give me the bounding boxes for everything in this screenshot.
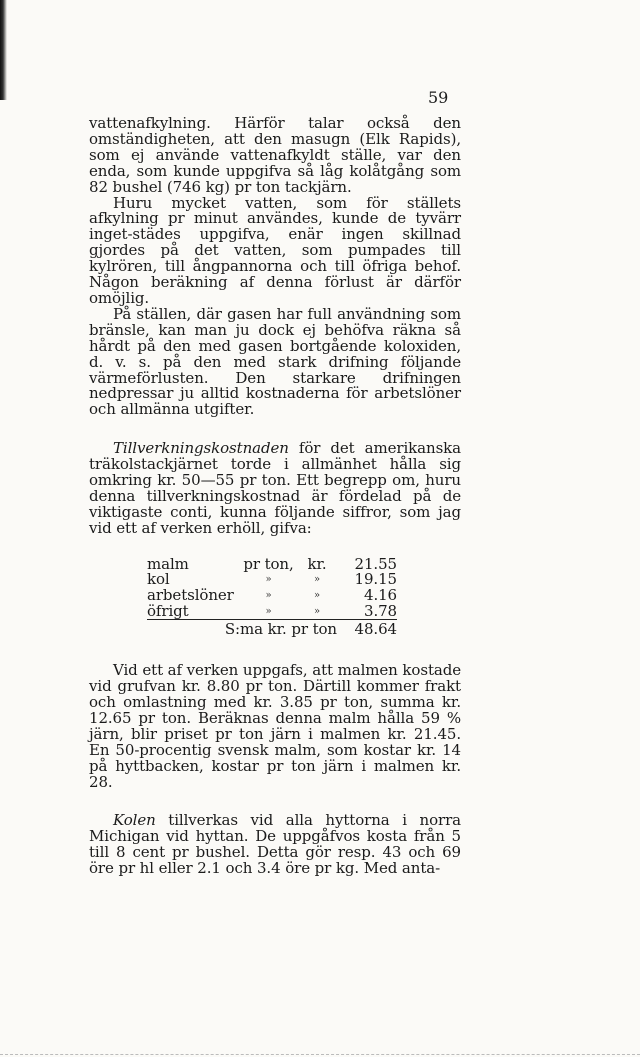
ditto-mark: » <box>265 574 272 586</box>
italic-tillverkningskostnaden: Tillverkningskostnaden <box>113 439 289 458</box>
paragraph-gas-bransle: På ställen, där gasen har full användning som bränsle, kan man ju dock ej behöfva räkna så hårdt på den med gasen bortgående koloxiden, d. v. s. på den med stark drifning följande värmeförlusten. Den starkare drifningen nedpressar ju alltid kostnaderna för arbetslöner och allmänna utgifter. <box>89 304 461 419</box>
page-number: 59 <box>428 88 449 107</box>
table-sum-row <box>147 620 397 638</box>
table-row <box>147 604 397 620</box>
sum-label: S:ma kr. pr ton <box>147 620 337 638</box>
ditto-mark: » <box>313 574 321 586</box>
ditto-mark: » <box>313 590 321 602</box>
paragraph-kolen <box>89 813 461 877</box>
currency-label: kr. <box>307 554 327 573</box>
value-kol: 19.15 <box>354 570 397 589</box>
italic-kolen: Kolen <box>113 811 156 830</box>
sum-value: 48.64 <box>337 620 397 638</box>
scan-edge-shadow <box>0 0 7 100</box>
paragraph-vatten-mangd: Huru mycket vatten, som för ställets afkylning pr minut användes, kunde de tyvärr inget-städes uppgifva, enär ingen skillnad gjordes på det vatten, som pumpades till kylrören, till ångpannorna och till öfriga behof. Någon beräkning af denna förlust är därför omöjlig. <box>89 193 461 307</box>
kolen-text: tillverkas vid alla hyttorna i norra Michigan vid hyttan. De uppgåfvos kosta från 5 till 8 cent pr bushel. Detta gör resp. 43 och 69 öre pr hl eller 2.1 och 3.4 öre pr kg. Med anta- <box>89 811 461 878</box>
paragraph-malm-kostnad: Vid ett af verken uppgafs, att malmen kostade vid grufvan kr. 8.80 pr ton. Därtill kommer frakt och omlastning med kr. 3.85 pr ton, summa kr. 12.65 pr ton. Beräknas denna malm hålla 59 % järn, blir priset pr ton järn i malmen kr. 21.45. En 50-procentig svensk malm, som kostar kr. 14 på hyttbacken, kostar pr ton järn i malmen kr. 28. <box>89 661 461 791</box>
value-malm: 21.55 <box>354 554 397 573</box>
item-ofrigt: öfrigt <box>147 601 189 620</box>
item-kol: kol <box>147 570 170 589</box>
value-arbetsloner: 4.16 <box>364 586 397 605</box>
bottom-edge-rule <box>0 1053 640 1055</box>
ditto-mark: » <box>313 605 321 617</box>
paragraph-vattenafkylning: vattenafkylning. Härför talar också den omständigheten, att den masugn (Elk Rapids), som ej använde vattenafkyldt ställe, var den enda, som kunde uppgifva så låg kolåtgång som 82 bushel (746 kg) pr ton tackjärn. <box>89 114 461 196</box>
text-column <box>89 116 461 877</box>
ditto-mark: » <box>265 605 272 617</box>
paragraph-tillverkningskostnad <box>89 441 461 536</box>
cost-table <box>147 554 397 639</box>
item-arbetsloner: arbetslöner <box>147 586 234 605</box>
ditto-mark: » <box>265 590 272 602</box>
value-ofrigt: 3.78 <box>364 601 397 620</box>
item-malm: malm <box>147 554 189 573</box>
unit-label: pr ton, <box>243 554 294 573</box>
tillverkning-text: för det amerikanska träkolstackjärnet torde i allmänhet hålla sig omkring kr. 50—55 pr ton. Ett begrepp om, huru denna tillverkningskostnad är fördelad på de viktigaste conti, kunna följande siffror, som jag vid ett af verken erhöll, gifva: <box>89 439 461 537</box>
